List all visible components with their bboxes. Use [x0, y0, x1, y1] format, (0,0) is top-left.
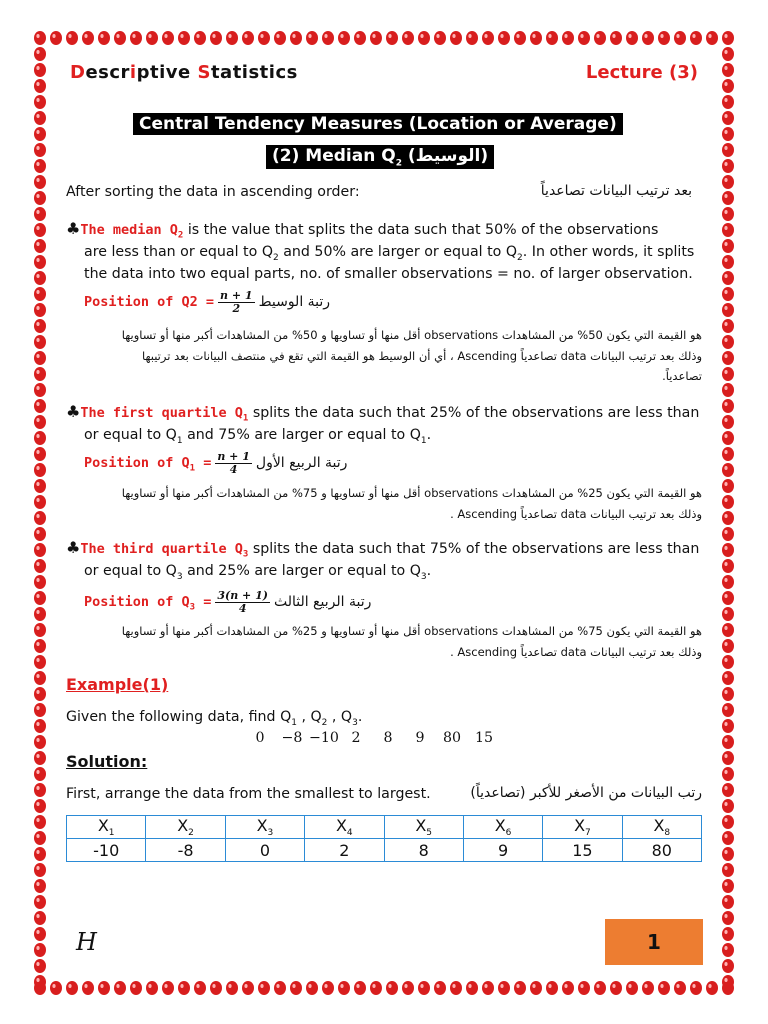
table-header-cell: $X_2$	[146, 816, 225, 839]
table-header-cell: $X_5$	[384, 816, 463, 839]
header-title-part: escr	[85, 62, 130, 83]
q1-definition-line2: or equal to $Q_1$ and 75% are larger or equal to $Q_1$.	[84, 427, 432, 446]
page-number-box: 1	[605, 919, 703, 965]
q1-arabic-line2: وذلك بعد ترتيب البيانات data تصاعدياً Ascending .	[450, 507, 702, 521]
header-title	[70, 62, 298, 83]
table-cell: 9	[463, 839, 542, 862]
signature-logo: H	[76, 928, 97, 956]
table-row	[67, 839, 702, 862]
table-cell: 2	[305, 839, 384, 862]
table-cell: -10	[67, 839, 146, 862]
median-arabic-line1: هو القيمة التي يكون 50% من المشاهدات observations أقل منها أو تساويها و 50% من المشاهدات أكبر منها أو تساويها	[121, 328, 702, 342]
club-icon: ♣	[66, 402, 81, 421]
median-term: The median $Q_2$	[80, 222, 184, 241]
median-arabic-line3: تصاعدياً.	[662, 369, 702, 383]
q1-definition-line1: ♣The first quartile $Q_1$ splits the data such that 25% of the observations are less than	[66, 402, 700, 424]
example-value: 8	[383, 730, 393, 746]
median-definition-line3: the data into two equal parts, no. of smaller observations = no. of larger observation.	[84, 266, 693, 282]
table-header-cell: $X_4$	[305, 816, 384, 839]
median-definition-line1: ♣The median $Q_2$ is the value that splits the data such that 50% of the observations	[66, 219, 659, 241]
header-title-part: S	[197, 62, 211, 83]
example-data-values	[244, 728, 500, 748]
table-cell: -8	[146, 839, 225, 862]
example-question: Given the following data, find $Q_1$ , $Q_2$ , $Q_3$.	[66, 709, 363, 728]
table-header-cell: $X_3$	[225, 816, 304, 839]
q3-arabic-line2: وذلك بعد ترتيب البيانات data تصاعدياً Ascending .	[450, 645, 702, 659]
header-title-part: D	[70, 62, 86, 83]
solution-step-text: First, arrange the data from the smallest to largest.	[66, 786, 431, 802]
intro-text: After sorting the data in ascending order:	[66, 184, 360, 200]
median-arabic-line2: وذلك بعد ترتيب البيانات data تصاعدياً Ascending ، أي أن الوسيط هو القيمة التي تقع في منتصف البيانات بعد ترتيبها	[141, 349, 702, 363]
q3-arabic-line1: هو القيمة التي يكون 75% من المشاهدات observations أقل منها أو تساويها و 25% من المشاهدات أكبر منها أو تساويها	[121, 624, 702, 638]
table-header-cell: $X_8$	[622, 816, 701, 839]
table-cell: 0	[225, 839, 304, 862]
table-header-cell: $X_6$	[463, 816, 542, 839]
example-value: 15	[474, 730, 494, 746]
lecture-label: Lecture (3)	[585, 62, 698, 83]
q3-position-formula: Position of $Q_3$ = $\frac{3(n + 1)}{4}$ رتبة الربيع الثالث	[84, 588, 372, 615]
example-value: 2	[351, 730, 361, 746]
example-value: −8	[281, 730, 303, 746]
example-value: −10	[309, 730, 339, 746]
sorted-data-table	[66, 815, 702, 862]
club-icon: ♣	[66, 538, 81, 557]
table-header-cell: $X_1$	[67, 816, 146, 839]
solution-step-arabic: رتب البيانات من الأصغر للأكبر (تصاعدياً)	[470, 785, 702, 801]
table-header-cell: $X_7$	[543, 816, 622, 839]
header-title-part: i	[129, 62, 137, 83]
banner-median: (2) Median $Q_2$ (الوسيط)	[266, 145, 494, 169]
q3-definition-line1: ♣The third quartile $Q_3$ splits the data such that 75% of the observations are less than	[66, 538, 700, 560]
solution-title: Solution:	[66, 752, 148, 771]
q1-arabic-line1: هو القيمة التي يكون 25% من المشاهدات observations أقل منها أو تساويها و 75% من المشاهدات أكبر منها أو تساويها	[121, 486, 702, 500]
q1-position-formula: Position of $Q_1$ = $\frac{n + 1}{4}$ رتبة الربيع الأول	[84, 449, 348, 476]
median-definition-line2: are less than or equal to $Q_2$ and 50% are larger or equal to $Q_2$. In other words, it splits	[84, 244, 695, 263]
example-value: 9	[415, 730, 425, 746]
intro-arabic: بعد ترتيب البيانات تصاعدياً	[540, 183, 692, 199]
table-header-row	[67, 816, 702, 839]
example-title: Example(1)	[66, 675, 169, 694]
q3-definition-line2: or equal to $Q_3$ and 25% are larger or equal to $Q_3$.	[84, 563, 432, 582]
example-value: 80	[442, 730, 462, 746]
table-cell: 80	[622, 839, 701, 862]
club-icon: ♣	[66, 219, 81, 238]
table-cell: 15	[543, 839, 622, 862]
header-title-part: tatistics	[210, 62, 298, 83]
median-position-formula: Position of Q2 = $\frac{n + 1}{2}$ رتبة الوسيط	[84, 288, 331, 315]
banner-central-tendency: Central Tendency Measures (Location or Average)	[133, 113, 623, 135]
example-value: 0	[255, 730, 265, 746]
table-cell: 8	[384, 839, 463, 862]
header-title-part: ptive	[136, 62, 198, 83]
